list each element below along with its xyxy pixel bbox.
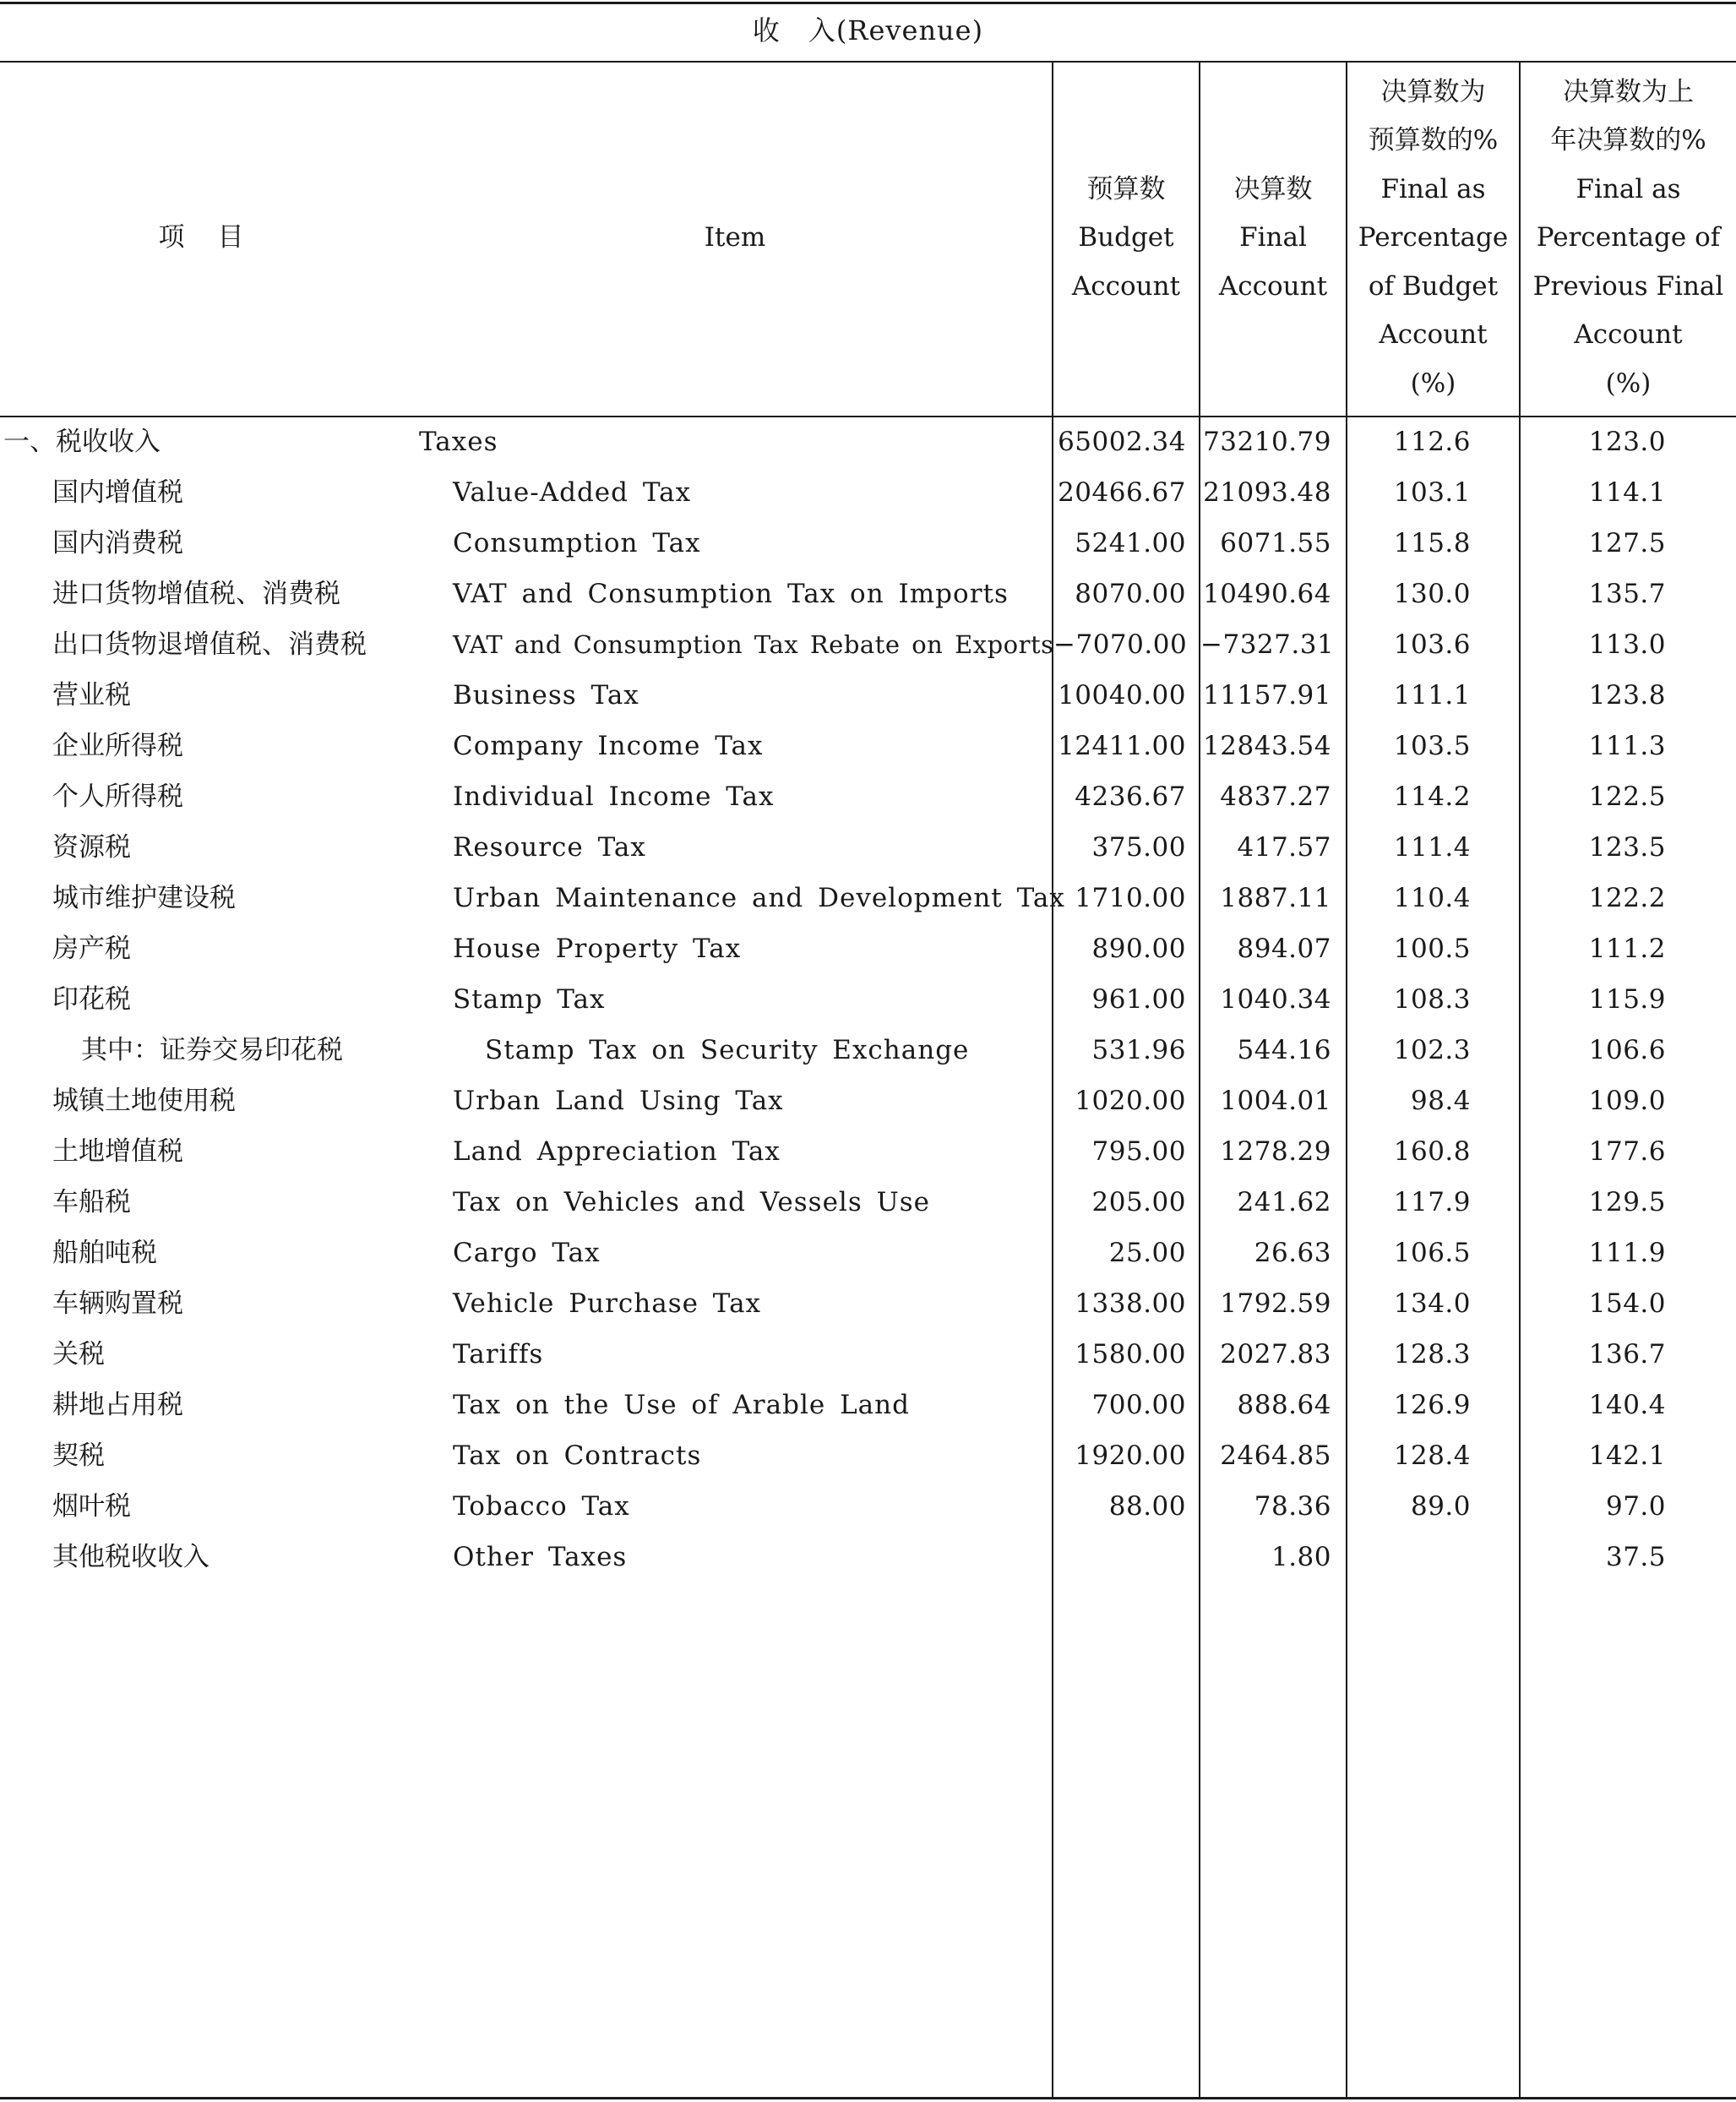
- row-item-cn: 船舶吨税: [52, 1238, 157, 1268]
- row-item-cn: 印花税: [52, 984, 131, 1015]
- row-budget: 20466.67: [1058, 477, 1186, 508]
- table-row: [0, 1532, 1736, 1582]
- row-item-cn: 企业所得税: [52, 731, 183, 761]
- row-budget: 531.96: [1091, 1035, 1186, 1065]
- row-budget: 1710.00: [1075, 883, 1186, 913]
- row-item-en: Other Taxes: [453, 1542, 628, 1572]
- header-pct-budget-line: 预算数的%: [1368, 125, 1499, 156]
- title-rule: [0, 61, 1736, 63]
- header-pct-budget-line: 决算数为: [1380, 76, 1486, 107]
- row-item-cn: 国内消费税: [52, 528, 183, 558]
- table-row: [0, 670, 1736, 721]
- row-final: 10490.64: [1203, 579, 1331, 609]
- row-budget: 1580.00: [1075, 1339, 1186, 1370]
- header-pct-budget-line: Account: [1379, 319, 1488, 351]
- row-item-en: Tobacco Tax: [453, 1491, 630, 1522]
- row-pct-budget: 126.9: [1393, 1390, 1471, 1420]
- table-row: [0, 467, 1736, 518]
- row-final: 888.64: [1237, 1390, 1331, 1420]
- row-item-en: Urban Land Using Tax: [453, 1086, 784, 1116]
- row-final: 12843.54: [1203, 731, 1331, 761]
- row-item-cn: 城市维护建设税: [52, 883, 236, 913]
- bottom-rule: [0, 2097, 1736, 2099]
- row-item-en: Tariffs: [453, 1339, 544, 1370]
- row-item-cn: 个人所得税: [52, 781, 183, 812]
- row-budget: 25.00: [1108, 1238, 1186, 1268]
- row-pct-prev: 97.0: [1605, 1491, 1666, 1522]
- row-budget: 961.00: [1091, 984, 1186, 1015]
- row-item-en: Tax on the Use of Arable Land: [453, 1390, 910, 1420]
- row-budget: 700.00: [1091, 1390, 1186, 1420]
- header-final: [1200, 78, 1346, 399]
- table-row: [0, 1177, 1736, 1228]
- table-row: [0, 1126, 1736, 1177]
- row-final: 4837.27: [1220, 781, 1331, 812]
- row-item-en: Cargo Tax: [453, 1238, 601, 1268]
- row-item-cn: 车船税: [52, 1187, 131, 1217]
- row-pct-budget: 112.6: [1393, 427, 1471, 457]
- header-pct-prev-line: Previous Final: [1532, 270, 1724, 302]
- header-pct-prev-line: Percentage of: [1536, 222, 1721, 253]
- row-final: 1040.34: [1220, 984, 1331, 1015]
- row-item-en: VAT and Consumption Tax on Imports: [453, 579, 1009, 609]
- row-pct-prev: 115.9: [1588, 984, 1666, 1015]
- row-final: 21093.48: [1203, 477, 1331, 508]
- row-item-en: Urban Maintenance and Development Tax: [453, 883, 1065, 913]
- header-pct-budget-line: Percentage: [1358, 222, 1509, 253]
- row-final: 241.62: [1237, 1187, 1331, 1217]
- row-pct-budget: 103.5: [1393, 731, 1471, 761]
- row-final: −7327.31: [1200, 629, 1335, 660]
- row-item-cn: 资源税: [52, 832, 131, 863]
- row-pct-budget: 128.3: [1393, 1339, 1471, 1370]
- table-row: [0, 822, 1736, 873]
- row-pct-budget: 102.3: [1393, 1035, 1471, 1065]
- row-final: 26.63: [1254, 1238, 1331, 1268]
- row-item-en: Consumption Tax: [453, 528, 701, 558]
- row-budget: 12411.00: [1058, 731, 1186, 761]
- table-row: [0, 721, 1736, 771]
- row-item-en: Resource Tax: [453, 832, 646, 863]
- header-pct-prev-line: 决算数为上: [1563, 76, 1694, 107]
- row-budget: 1920.00: [1075, 1440, 1186, 1471]
- row-item-cn: 土地增值税: [52, 1136, 183, 1167]
- header-pct-budget-line: Final as: [1380, 173, 1486, 204]
- row-pct-prev: 111.9: [1588, 1238, 1666, 1268]
- header-pct-prev-line: 年决算数的%: [1550, 125, 1706, 156]
- row-item-cn: 营业税: [52, 680, 131, 711]
- header-budget-line: Account: [1071, 270, 1181, 302]
- row-pct-budget: 106.5: [1393, 1238, 1471, 1268]
- header-item-en: Item: [704, 222, 766, 253]
- row-final: 1.80: [1271, 1542, 1331, 1572]
- row-pct-prev: 122.2: [1588, 883, 1666, 913]
- row-pct-budget: 89.0: [1410, 1491, 1471, 1522]
- table-title: 收 入(Revenue): [752, 14, 984, 46]
- row-item-cn: 国内增值税: [52, 477, 183, 508]
- row-pct-budget: 117.9: [1393, 1187, 1471, 1217]
- table-row: [0, 1025, 1736, 1076]
- row-final: 78.36: [1254, 1491, 1331, 1522]
- table-row: [0, 873, 1736, 923]
- row-pct-budget: 128.4: [1393, 1440, 1471, 1471]
- row-pct-prev: 37.5: [1605, 1542, 1666, 1572]
- row-item-cn: 其他税收收入: [52, 1542, 210, 1572]
- row-pct-budget: 103.1: [1393, 477, 1471, 508]
- row-item-en: Individual Income Tax: [453, 781, 775, 812]
- row-pct-budget: 160.8: [1393, 1136, 1471, 1167]
- row-pct-prev: 177.6: [1588, 1136, 1666, 1167]
- row-pct-budget: 134.0: [1393, 1288, 1471, 1319]
- row-item-cn: 房产税: [52, 934, 131, 964]
- row-item-en: Stamp Tax on Security Exchange: [485, 1035, 970, 1065]
- row-pct-budget: [1347, 1532, 1471, 1582]
- row-final: 544.16: [1237, 1035, 1331, 1065]
- row-item-cn: 车辆购置税: [52, 1288, 183, 1319]
- row-pct-prev: 113.0: [1588, 629, 1666, 660]
- row-pct-prev: 136.7: [1588, 1339, 1666, 1370]
- row-pct-budget: 114.2: [1393, 781, 1471, 812]
- row-item-en: Tax on Contracts: [453, 1440, 702, 1471]
- row-final: 2027.83: [1220, 1339, 1331, 1370]
- row-pct-budget: 115.8: [1393, 528, 1471, 558]
- header-pct-budget-line: (%): [1410, 368, 1456, 399]
- row-pct-prev: 123.8: [1588, 680, 1666, 711]
- row-final: 417.57: [1237, 832, 1331, 863]
- row-pct-prev: 111.2: [1588, 934, 1666, 964]
- row-final: 11157.91: [1203, 680, 1331, 711]
- row-budget: −7070.00: [1053, 629, 1188, 660]
- header-pct-budget-line: of Budget: [1368, 270, 1499, 302]
- row-budget: 10040.00: [1058, 680, 1186, 711]
- row-item-cn: 城镇土地使用税: [52, 1086, 236, 1116]
- row-item-en: Business Tax: [453, 680, 639, 711]
- row-budget: 88.00: [1108, 1491, 1186, 1522]
- row-item-cn: 耕地占用税: [52, 1390, 183, 1420]
- row-pct-prev: 109.0: [1588, 1086, 1666, 1116]
- row-final: 1792.59: [1220, 1288, 1331, 1319]
- table-row: [0, 417, 1736, 467]
- row-item-cn: 出口货物退增值税、消费税: [52, 629, 367, 660]
- row-pct-prev: 123.5: [1588, 832, 1666, 863]
- row-item-en: Vehicle Purchase Tax: [453, 1288, 762, 1319]
- row-pct-budget: 103.6: [1393, 629, 1471, 660]
- table-row: [0, 619, 1736, 670]
- header-budget: [1053, 78, 1199, 399]
- header-item-cn: 项 目: [158, 222, 248, 253]
- row-pct-prev: 122.5: [1588, 781, 1666, 812]
- row-pct-prev: 114.1: [1588, 477, 1666, 508]
- table-row: [0, 1481, 1736, 1532]
- table-row: [0, 923, 1736, 974]
- row-pct-budget: 111.1: [1393, 680, 1471, 711]
- row-pct-prev: 106.6: [1588, 1035, 1666, 1065]
- row-item-en: Value-Added Tax: [453, 477, 692, 508]
- row-budget: 890.00: [1091, 934, 1186, 964]
- header-pct-prev-line: Final as: [1575, 173, 1681, 204]
- row-budget: 1020.00: [1075, 1086, 1186, 1116]
- row-item-en: Stamp Tax: [453, 984, 606, 1015]
- header-budget-line: Budget: [1078, 222, 1174, 253]
- header-final-line: Final: [1239, 222, 1307, 253]
- row-item-en: Company Income Tax: [453, 731, 764, 761]
- row-item-cn: 契税: [52, 1440, 105, 1471]
- row-budget: 1338.00: [1075, 1288, 1186, 1319]
- header-budget-line: 预算数: [1086, 173, 1166, 204]
- row-final: 2464.85: [1220, 1440, 1331, 1471]
- row-pct-prev: 127.5: [1588, 528, 1666, 558]
- header-pct-prev-line: Account: [1574, 319, 1683, 351]
- table-row: [0, 1076, 1736, 1126]
- row-final: 1004.01: [1220, 1086, 1331, 1116]
- row-budget: 65002.34: [1058, 427, 1186, 457]
- row-budget: 8070.00: [1075, 579, 1186, 609]
- row-final: 894.07: [1237, 934, 1331, 964]
- table-row: [0, 1228, 1736, 1278]
- header-pct-budget: [1347, 78, 1519, 399]
- row-pct-prev: 129.5: [1588, 1187, 1666, 1217]
- top-rule: [0, 2, 1736, 4]
- row-item-cn: 关税: [52, 1339, 105, 1370]
- row-pct-budget: 111.4: [1393, 832, 1471, 863]
- table-row: [0, 1380, 1736, 1430]
- table-row: [0, 1329, 1736, 1380]
- row-budget: [1053, 1532, 1186, 1582]
- row-item-cn: 其中：证券交易印花税: [81, 1035, 343, 1065]
- row-item-cn: 进口货物增值税、消费税: [52, 579, 340, 609]
- row-pct-prev: 123.0: [1588, 427, 1666, 457]
- row-item-en: Taxes: [419, 427, 498, 457]
- row-item-en: Tax on Vehicles and Vessels Use: [453, 1187, 930, 1217]
- table-row: [0, 974, 1736, 1025]
- table-row: [0, 569, 1736, 619]
- table-row: [0, 518, 1736, 569]
- row-final: 1278.29: [1220, 1136, 1331, 1167]
- row-budget: 205.00: [1091, 1187, 1186, 1217]
- row-budget: 375.00: [1091, 832, 1186, 863]
- row-budget: 5241.00: [1075, 528, 1186, 558]
- row-pct-budget: 110.4: [1393, 883, 1471, 913]
- table-row: [0, 1430, 1736, 1481]
- header-final-line: Account: [1218, 270, 1328, 302]
- row-pct-prev: 111.3: [1588, 731, 1666, 761]
- row-final: 1887.11: [1220, 883, 1331, 913]
- table-row: [0, 1278, 1736, 1329]
- header-pct-prev-line: (%): [1605, 368, 1652, 399]
- row-budget: 795.00: [1091, 1136, 1186, 1167]
- row-pct-prev: 140.4: [1588, 1390, 1666, 1420]
- row-pct-budget: 130.0: [1393, 579, 1471, 609]
- row-final: 73210.79: [1203, 427, 1331, 457]
- row-pct-prev: 135.7: [1588, 579, 1666, 609]
- row-final: 6071.55: [1220, 528, 1331, 558]
- row-item-cn: 一、税收收入: [3, 427, 161, 457]
- row-item-en: Land Appreciation Tax: [453, 1136, 781, 1167]
- row-item-en: House Property Tax: [453, 934, 742, 964]
- header-final-line: 决算数: [1233, 173, 1313, 204]
- row-item-cn: 烟叶税: [52, 1491, 131, 1522]
- row-pct-budget: 98.4: [1410, 1086, 1471, 1116]
- header-pct-prev: [1521, 78, 1736, 399]
- row-budget: 4236.67: [1075, 781, 1186, 812]
- row-pct-budget: 100.5: [1393, 934, 1471, 964]
- row-item-en: VAT and Consumption Tax Rebate on Exports: [453, 630, 1054, 659]
- table-row: [0, 771, 1736, 822]
- row-pct-prev: 142.1: [1588, 1440, 1666, 1471]
- row-pct-budget: 108.3: [1393, 984, 1471, 1015]
- row-pct-prev: 154.0: [1588, 1288, 1666, 1319]
